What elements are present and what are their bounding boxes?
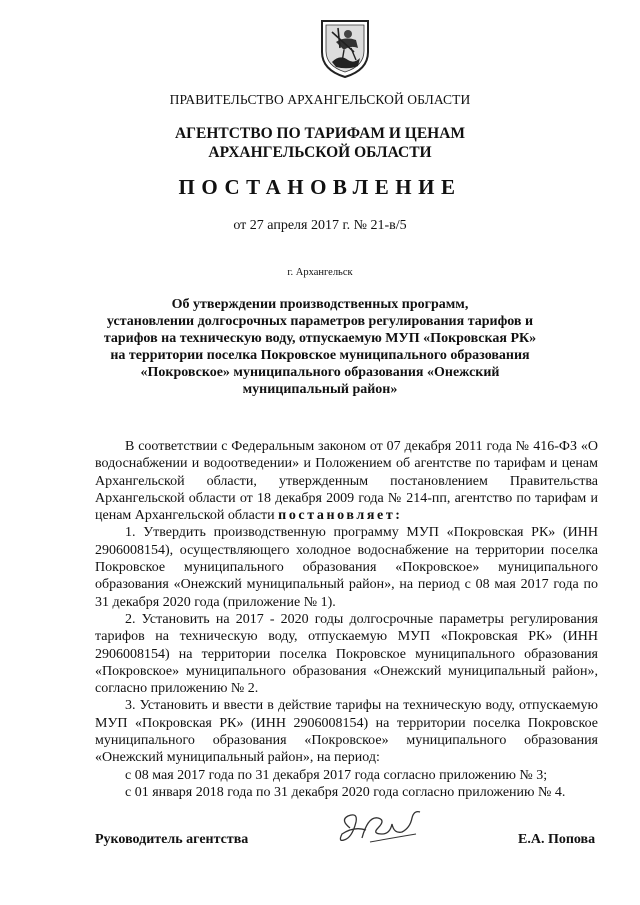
signatory-name: Е.А. Попова — [518, 832, 596, 847]
period-1: с 08 мая 2017 года по 31 декабря 2017 года согласно приложению № 3; — [125, 767, 548, 783]
title-line: установлении долгосрочных параметров регулирования тарифов и — [106, 314, 534, 329]
intro-paragraph — [95, 438, 598, 524]
city: г. Архангельск — [287, 267, 353, 278]
title-line: тарифов на техническую воду, отпускаемую МУП «Покровская РК» — [103, 331, 537, 346]
government-name: ПРАВИТЕЛЬСТВО АРХАНГЕЛЬСКОЙ ОБЛАСТИ — [169, 92, 471, 107]
item-3: 3. Установить и ввести в действие тарифы на техническую воду, отпускаемую МУП «Покровская РК» (ИНН 2906008154) на территории поселка Покровское муниципального образования «Покровское» муниципального образования «Онежский муниципальный район», на период: — [95, 698, 598, 766]
item-2: 2. Установить на 2017 - 2020 годы долгосрочные параметры регулирования тарифов на техническую воду, отпускаемую МУП «Покровская РК» (ИНН 2906008154) на территории поселка Покровское муниципального образования «Покровское» муниципального образования «Онежский муниципальный район», согласно приложению № 2. — [95, 611, 598, 697]
handwritten-signature — [332, 808, 432, 848]
signatory-position: Руководитель агентства — [95, 832, 249, 847]
item-1: 1. Утвердить производственную программу МУП «Покровская РК» (ИНН 2906008154), осуществляющего холодное водоснабжение на территории поселка Покровское муниципального образования «Покровское» муниципального образования «Онежский муниципальный район», на период с 08 мая 2017 года по 31 декабря 2020 года (приложение № 1). — [95, 525, 598, 610]
intro-text: В соответствии с Федеральным законом от 07 декабря 2011 года № 416-ФЗ «О водоснабжении и водоотведении» и Положением об агентстве по тарифам и ценам Архангельской области, утвержденным постановлением Правительства Архангельской области от 18 декабря 2009 года № 214-пп, агентство по тарифам и ценам Архангельской области — [95, 439, 598, 524]
coat-of-arms-emblem — [318, 18, 372, 80]
date-and-number: от 27 апреля 2017 г. № 21-в/5 — [233, 218, 407, 233]
title-line: муниципальный район» — [242, 382, 398, 397]
document-body — [95, 438, 598, 801]
title-line: на территории поселка Покровское муниципального образования — [110, 348, 530, 363]
agency-name-line2: АРХАНГЕЛЬСКОЙ ОБЛАСТИ — [208, 144, 432, 161]
agency-name — [0, 124, 640, 162]
title-line: «Покровское» муниципального образования «Онежский — [140, 365, 500, 380]
document-title — [85, 296, 555, 398]
decree-word: постановляет: — [278, 508, 403, 524]
period-2: с 01 января 2018 года по 31 декабря 2020 года согласно приложению № 4. — [125, 784, 566, 800]
agency-name-line1: АГЕНТСТВО ПО ТАРИФАМ И ЦЕНАМ — [174, 125, 466, 142]
document-type: ПОСТАНОВЛЕНИЕ — [178, 175, 462, 199]
title-line: Об утверждении производственных программ, — [171, 297, 469, 312]
